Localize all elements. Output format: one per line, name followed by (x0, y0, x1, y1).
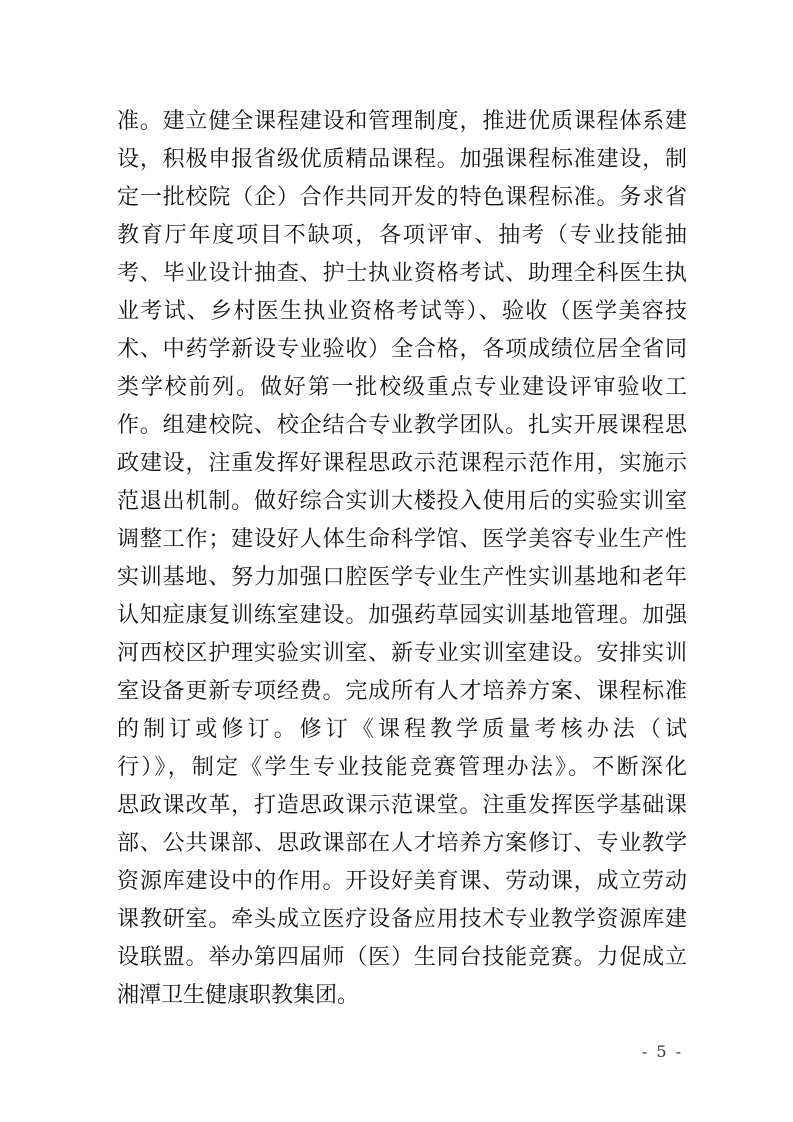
text-line-last: 湘潭卫生健康职教集团。 (117, 983, 360, 1008)
text-line: 行）》，制定《学生专业技能竞赛管理办法》。不断深化 (117, 755, 687, 780)
page-number: - 5 - (641, 1042, 683, 1061)
text-line: 政建设，注重发挥好课程思政示范课程示范作用，实施示 (117, 451, 687, 476)
text-line: 术、中药学新设专业验收）全合格，各项成绩位居全省同 (117, 337, 687, 362)
text-line: 范退出机制。做好综合实训大楼投入使用后的实验实训室 (117, 489, 687, 514)
text-line: 准。建立健全课程建设和管理制度，推进优质课程体系建 (117, 109, 687, 134)
text-line: 部、公共课部、思政课部在人才培养方案修订、专业教学 (117, 831, 687, 856)
text-line: 定一批校院（企）合作共同开发的特色课程标准。务求省 (117, 185, 687, 210)
text-line: 作。组建校院、校企结合专业教学团队。扎实开展课程思 (117, 413, 687, 438)
text-line: 思政课改革，打造思政课示范课堂。注重发挥医学基础课 (117, 793, 687, 818)
text-line: 河西校区护理实验实训室、新专业实训室建设。安排实训 (117, 641, 687, 666)
text-line: 设，积极申报省级优质精品课程。加强课程标准建设，制 (117, 147, 687, 172)
text-line: 实训基地、努力加强口腔医学专业生产性实训基地和老年 (117, 565, 687, 590)
text-line: 设联盟。举办第四届师（医）生同台技能竞赛。力促成立 (117, 945, 687, 970)
text-line: 课教研室。牵头成立医疗设备应用技术专业教学资源库建 (117, 907, 687, 932)
text-line: 业考试、乡村医生执业资格考试等）、验收（医学美容技 (117, 299, 687, 324)
text-line: 调整工作；建设好人体生命科学馆、医学美容专业生产性 (117, 527, 687, 552)
text-line: 考、毕业设计抽查、护士执业资格考试、助理全科医生执 (117, 261, 687, 286)
text-line: 教育厅年度项目不缺项，各项评审、抽考（专业技能抽 (117, 223, 687, 248)
text-line: 认知症康复训练室建设。加强药草园实训基地管理。加强 (117, 603, 687, 628)
text-line: 资源库建设中的作用。开设好美育课、劳动课，成立劳动 (117, 869, 687, 894)
text-line: 类学校前列。做好第一批校级重点专业建设评审验收工 (117, 375, 687, 400)
document-body (117, 103, 687, 1015)
text-line: 室设备更新专项经费。完成所有人才培养方案、课程标准 (117, 679, 687, 704)
text-line: 的制订或修订。修订《课程教学质量考核办法（试 (117, 717, 687, 742)
